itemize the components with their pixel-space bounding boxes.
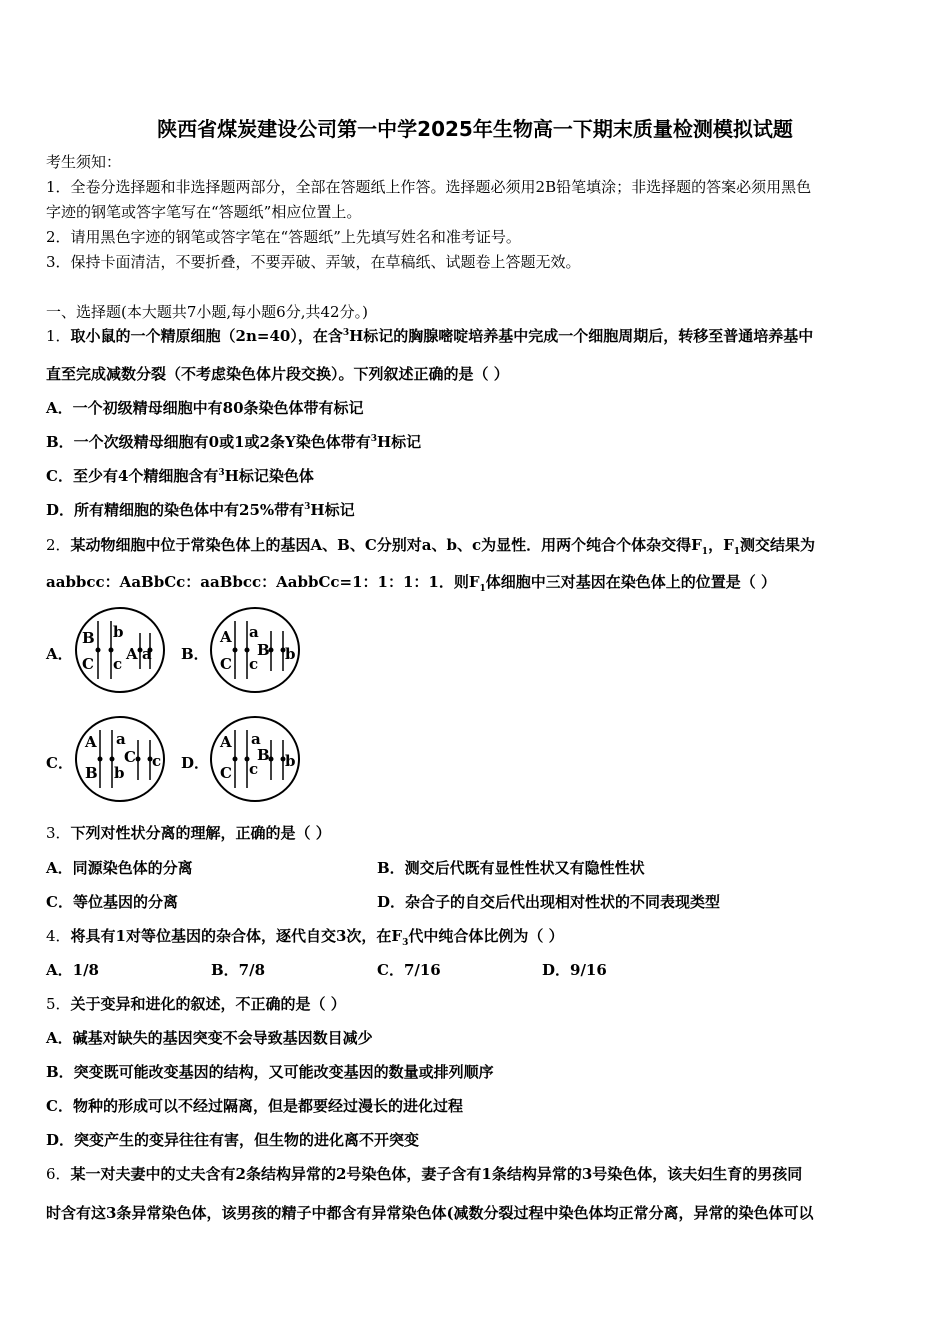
notice-item: 3．保持卡面清洁，不要折叠，不要弄破、弄皱，在草稿纸、试题卷上答题无效。: [46, 253, 581, 271]
notice-item: 字迹的钢笔或答字笔写在“答题纸”相应位置上。: [46, 203, 362, 221]
gene-label: B: [257, 746, 270, 764]
question-1-option-c[interactable]: C．至少有4个精细胞含有$^3$H标记染色体: [46, 467, 314, 485]
gene-label: A: [126, 645, 138, 663]
gene-label: B: [82, 629, 95, 647]
exam-title: 陕西省煤炭建设公司第一中学2025年生物高一下期末质量检测模拟试题: [157, 117, 793, 141]
gene-label: A: [220, 733, 232, 751]
question-6-stem-cont: 时含有这3条异常染色体，该男孩的精子中都含有异常染色体(减数分裂过程中染色体均正常分离，异常的染色体可以: [46, 1204, 814, 1222]
question-3-number: 3．: [46, 824, 71, 842]
question-2-option-d-label[interactable]: D．: [181, 754, 210, 772]
gene-label: a: [142, 645, 152, 663]
question-4-option-a[interactable]: A．1/8: [46, 961, 99, 979]
gene-label: c: [113, 655, 123, 673]
question-2-option-a-label[interactable]: A．: [46, 645, 73, 663]
question-5-option-b[interactable]: B．突变既可能改变基因的结构，又可能改变基因的数量或排列顺序: [46, 1063, 494, 1081]
cell-diagram-a[interactable]: [74, 605, 166, 695]
gene-label: b: [285, 645, 296, 663]
question-6-stem: 6．某一对夫妻中的丈夫含有2条结构异常的2号染色体，妻子含有1条结构异常的3号染色体，该夫妇生育的男孩同: [46, 1165, 803, 1183]
question-5-stem: 5．关于变异和进化的叙述，不正确的是（ ）: [46, 995, 346, 1013]
question-1-option-b[interactable]: B．一个次级精母细胞有0或1或2条Y染色体带有$^3$H标记: [46, 433, 422, 451]
question-1-stem: 1．取小鼠的一个精原细胞（2n=40），在含$^3$H标记的胸腺嘧啶培养基中完成一个细胞周期后，转移至普通培养基中: [46, 327, 814, 345]
question-3-option-a[interactable]: A．同源染色体的分离: [46, 859, 193, 877]
gene-label: b: [285, 752, 296, 770]
gene-label: B: [85, 764, 98, 782]
question-4-stem: 4．将具有1对等位基因的杂合体，逐代自交3次，在$F_3$代中纯合体比例为（ ）: [46, 927, 564, 948]
question-4-number: 4．: [46, 927, 71, 945]
question-1-stem-cont: 直至完成减数分裂（不考虑染色体片段交换）。下列叙述正确的是（ ）: [46, 365, 509, 383]
gene-label: b: [114, 764, 125, 782]
gene-label: a: [116, 730, 126, 748]
gene-label: A: [220, 628, 232, 646]
question-1-option-d[interactable]: D．所有精细胞的染色体中有25%带有$^3$H标记: [46, 501, 355, 519]
cell-diagram-b[interactable]: [209, 605, 301, 695]
cell-diagram-d[interactable]: [209, 714, 301, 804]
question-1-number: 1．: [46, 327, 71, 345]
question-3-option-d[interactable]: D．杂合子的自交后代出现相对性状的不同表现类型: [377, 893, 721, 911]
gene-label: c: [249, 655, 259, 673]
cell-diagram-c[interactable]: [74, 714, 166, 804]
notice-item: 2．请用黑色字迹的钢笔或答字笔在“答题纸”上先填写姓名和准考证号。: [46, 228, 521, 246]
gene-label: C: [124, 748, 136, 766]
question-3-option-b[interactable]: B．测交后代既有显性性状又有隐性性状: [377, 859, 645, 877]
gene-label: a: [251, 730, 261, 748]
question-2-option-c-label[interactable]: C．: [46, 754, 73, 772]
question-2-number: 2．: [46, 536, 71, 554]
gene-label: c: [152, 752, 162, 770]
question-3-option-c[interactable]: C．等位基因的分离: [46, 893, 178, 911]
gene-label: B: [257, 641, 270, 659]
notice-item: 1．全卷分选择题和非选择题两部分，全部在答题纸上作答。选择题必须用2B铅笔填涂；非选择题的答案必须用黑色: [46, 178, 812, 196]
question-1-option-a[interactable]: A．一个初级精母细胞中有80条染色体带有标记: [46, 399, 364, 417]
question-2-stem-cont: aabbcc：AaBbCc：aaBbcc：AabbCc=1：1：1：1．则$F_1$体细胞中三对基因在染色体上的位置是（ ）: [46, 573, 777, 594]
gene-label: C: [220, 655, 232, 673]
question-2-stem: 2．某动物细胞中位于常染色体上的基因A、B、C分别对a、b、c为显性．用两个纯合个体杂交得$F_1$，$F_1$测交结果为: [46, 536, 815, 557]
question-5-option-d[interactable]: D．突变产生的变异往往有害，但生物的进化离不开突变: [46, 1131, 420, 1149]
gene-label: a: [249, 623, 259, 641]
question-6-number: 6．: [46, 1165, 71, 1183]
question-4-option-c[interactable]: C．7/16: [377, 961, 441, 979]
question-5-option-a[interactable]: A．碱基对缺失的基因突变不会导致基因数目减少: [46, 1029, 373, 1047]
gene-label: A: [85, 733, 97, 751]
section-heading: 一、选择题(本大题共7小题,每小题6分,共42分。): [46, 303, 368, 321]
question-3-stem: 3．下列对性状分离的理解，正确的是（ ）: [46, 824, 331, 842]
question-5-option-c[interactable]: C．物种的形成可以不经过隔离，但是都要经过漫长的进化过程: [46, 1097, 463, 1115]
gene-label: C: [82, 655, 94, 673]
question-2-option-b-label[interactable]: B．: [181, 645, 209, 663]
question-5-number: 5．: [46, 995, 71, 1013]
question-4-option-d[interactable]: D．9/16: [542, 961, 607, 979]
gene-label: c: [249, 760, 259, 778]
gene-label: C: [220, 764, 232, 782]
notice-heading: 考生须知：: [46, 153, 122, 171]
question-4-option-b[interactable]: B．7/8: [211, 961, 266, 979]
gene-label: b: [113, 623, 124, 641]
